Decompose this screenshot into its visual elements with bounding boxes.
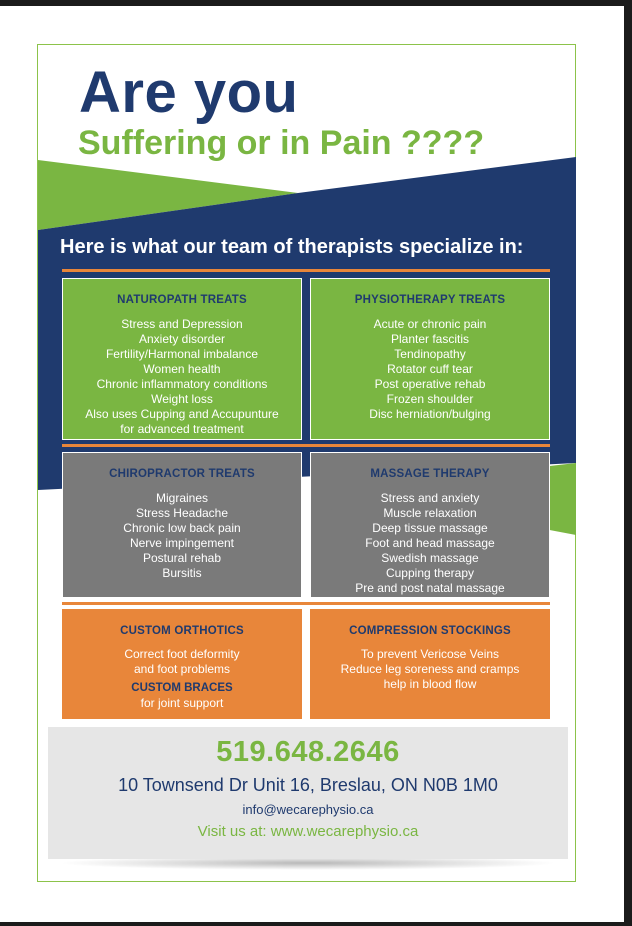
list-item: Rotator cuff tear [387,362,473,376]
list-item: and foot problems [133,662,231,676]
orthotics-list [62,647,302,677]
list-item: To prevent Vericose Veins [360,647,500,661]
orange-divider [62,444,550,447]
list-item: Disc herniation/bulging [369,407,491,421]
headline: Are you [79,60,299,125]
specialize-heading: Here is what our team of therapists specialize in: [60,236,524,258]
massage-list [311,491,549,596]
orange-divider [62,602,550,605]
list-item: Postural rehab [142,551,222,565]
compression-list [310,647,550,692]
orthotics-title: CUSTOM ORTHOTICS [120,625,244,637]
physiotherapy-list [311,317,549,422]
braces-text: for joint support [140,696,224,710]
list-item: Stress Headache [135,506,229,520]
list-item: Acute or chronic pain [373,317,487,331]
list-item: Chronic low back pain [123,521,241,535]
list-item: Weight loss [151,392,213,406]
list-item: Chronic inflammatory conditions [96,377,268,391]
compression-title: COMPRESSION STOCKINGS [349,625,511,637]
flyer-page [0,6,624,922]
naturopath-title: NATUROPATH TREATS [117,294,247,306]
naturopath-card [62,278,302,440]
list-item: Foot and head massage [365,536,495,550]
subheadline: Suffering or in Pain ???? [78,124,485,162]
list-item: Pre and post natal massage [355,581,505,595]
chiropractor-card [62,452,302,598]
list-item: Anxiety disorder [138,332,226,346]
massage-title: MASSAGE THERAPY [370,468,490,480]
list-item: Stress and Depression [121,317,243,331]
list-item: Also uses Cupping and Accupunture [85,407,279,421]
email-link[interactable]: info@wecarephysio.ca [242,802,374,817]
naturopath-list [63,317,301,437]
list-item: Women health [143,362,221,376]
list-item: Frozen shoulder [386,392,474,406]
list-item: Reduce leg soreness and cramps [340,662,520,676]
list-item: Planter fascitis [390,332,470,346]
list-item: Tendinopathy [394,347,466,361]
chiropractor-list [63,491,301,581]
list-item: Cupping therapy [385,566,475,580]
contact-panel [48,727,568,859]
orange-divider [62,269,550,272]
list-item: Correct foot deformity [124,647,240,661]
list-item: Muscle relaxation [383,506,477,520]
address: 10 Townsend Dr Unit 16, Breslau, ON N0B 1M0 [118,775,498,795]
list-item: Post operative rehab [374,377,486,391]
physiotherapy-card [310,278,550,440]
chiropractor-title: CHIROPRACTOR TREATS [109,468,255,480]
phone-number[interactable]: 519.648.2646 [216,736,400,768]
list-item: Swedish massage [381,551,479,565]
list-item: Migraines [155,491,209,505]
compression-card [310,609,550,719]
physiotherapy-title: PHYSIOTHERAPY TREATS [354,294,506,306]
list-item: help in blood flow [383,677,477,691]
list-item: Stress and anxiety [380,491,480,505]
website-link[interactable]: Visit us at: www.wecarephysio.ca [197,823,419,840]
braces-title: CUSTOM BRACES [131,682,233,694]
list-item: for advanced treatment [120,422,244,436]
massage-card [310,452,550,598]
list-item: Fertility/Harmonal imbalance [105,347,259,361]
list-item: Nerve impingement [129,536,235,550]
orthotics-card [62,609,302,719]
list-item: Bursitis [162,566,202,580]
list-item: Deep tissue massage [372,521,488,535]
